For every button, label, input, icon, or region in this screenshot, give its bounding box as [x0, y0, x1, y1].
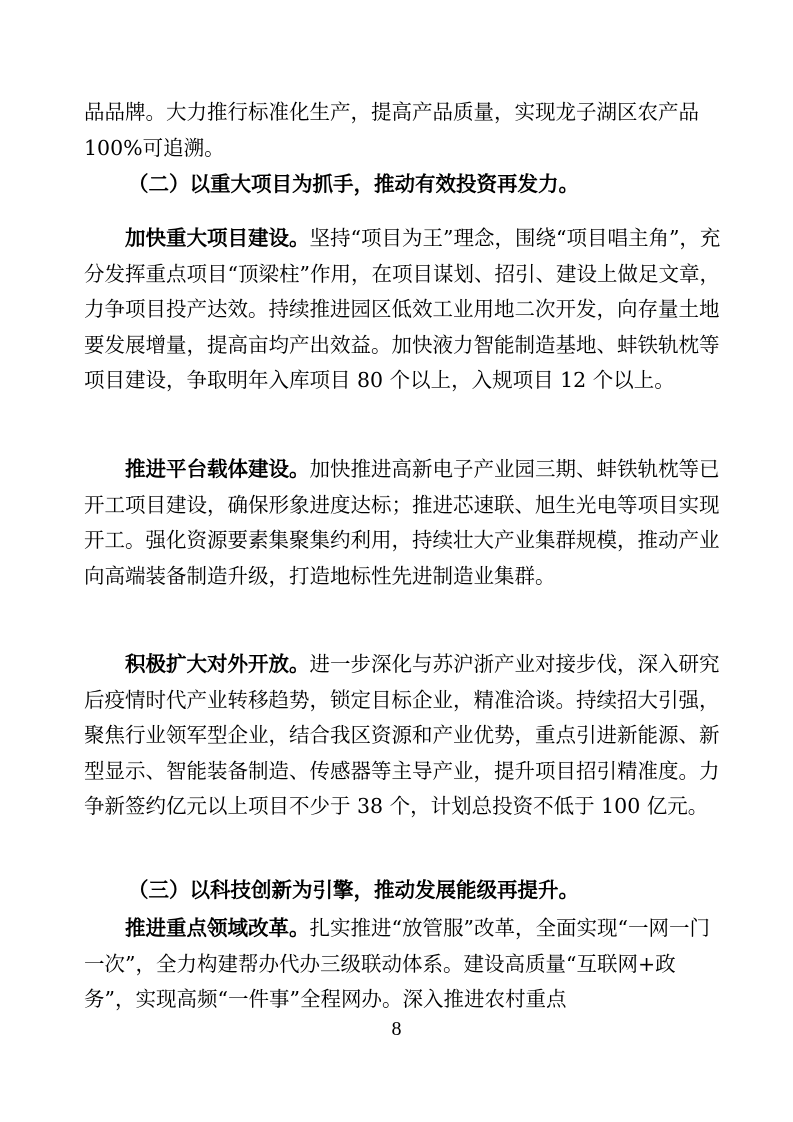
paragraph-reform [84, 911, 724, 1018]
paragraph-body: 加快推进高新电子产业园三期、蚌铁轨枕等已开工项目建设，确保形象进度达标；推进芯速联、旭生光电等项目实现开工。强化资源要素集聚集约利用，持续壮大产业集群规模，推动产业向高端装备制造升级，打造地标性先进制造业集群。 [84, 457, 720, 588]
section-heading-3: （三）以科技创新为引擎，推动发展能级再提升。 [128, 878, 579, 902]
paragraph-major-projects [84, 221, 724, 399]
paragraph-body: 坚持“项目为王”理念，围绕“项目唱主角”，充分发挥重点项目“顶梁柱”作用，在项目谋划、招引、建设上做足文章，力争项目投产达效。持续推进园区低效工业用地二次开发，向存量土地要发展增量，提高亩均产出效益。加快液力智能制造基地、蚌铁轨枕等项目建设，争取明年入库项目 80 个以上，入规项目 12 个以上。 [84, 226, 721, 392]
page-number: 8 [391, 1018, 402, 1040]
paragraph-opening-up [84, 647, 724, 825]
paragraph-lead: 加快重大项目建设。 [125, 226, 310, 250]
paragraph-lead: 积极扩大对外开放。 [125, 652, 310, 676]
paragraph-body: 进一步深化与苏沪浙产业对接步伐，深入研究后疫情时代产业转移趋势，锁定目标企业，精准洽谈。持续招大引强，聚焦行业领军型企业，结合我区资源和产业优势，重点引进新能源、新型显示、智能装备制造、传感器等主导产业，提升项目招引精准度。力争新签约亿元以上项目不少于 38 个，计划总投资不低于 100 亿元。 [84, 652, 720, 818]
paragraph-platform [84, 452, 724, 594]
section-heading-2: （二）以重大项目为抓手，推动有效投资再发力。 [128, 172, 579, 196]
paragraph-body: 扎实推进“放管服”改革，全面实现“一网一门一次”，全力构建帮办代办三级联动体系。建设高质量“互联网+政务”，实现高频“一件事”全程网办。深入推进农村重点 [84, 916, 710, 1011]
paragraph-lead: 推进平台载体建设。 [125, 457, 310, 481]
paragraph-continuation [84, 95, 724, 166]
paragraph-body: 品品牌。大力推行标准化生产，提高产品质量，实现龙子湖区农产品 100%可追溯。 [84, 100, 699, 160]
paragraph-lead: 推进重点领域改革。 [125, 916, 310, 940]
